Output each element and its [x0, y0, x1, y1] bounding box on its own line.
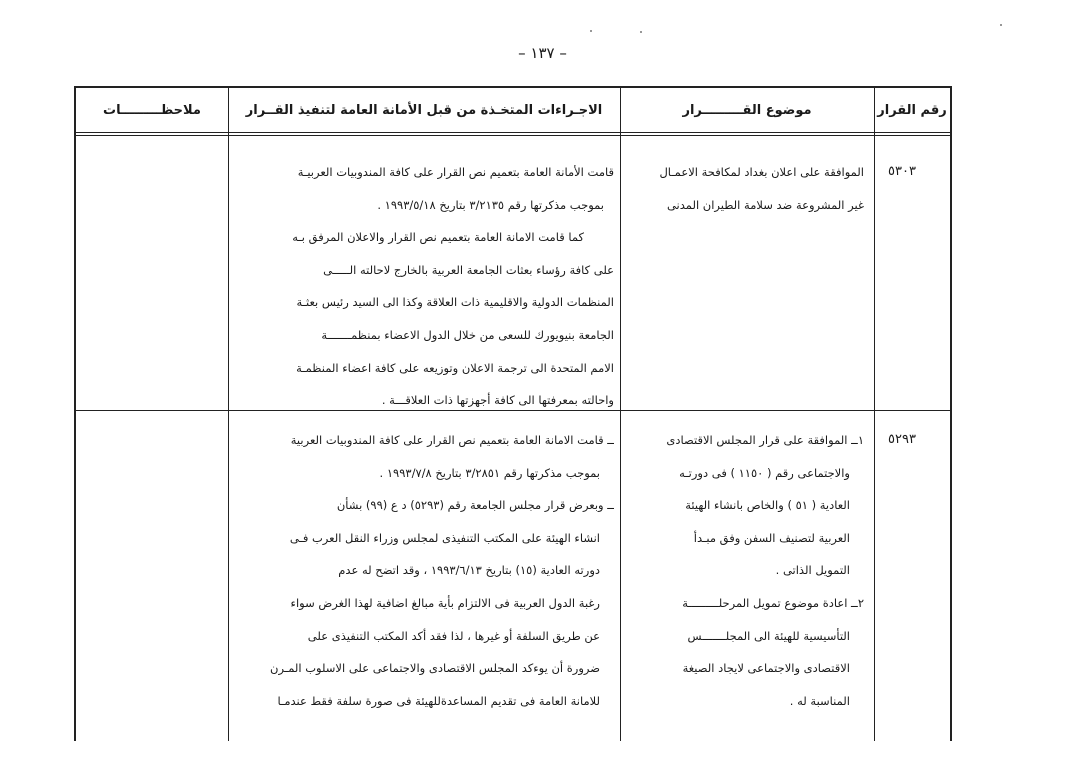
subject-line: الاقتصادى والاجتماعى لايجاد الصيغة — [682, 661, 850, 676]
subject-line: ١ــ الموافقة على قرار المجلس الاقتصادى — [666, 433, 864, 447]
header-bottom-border — [76, 132, 950, 133]
page-number: – ١٣٧ – — [518, 44, 567, 62]
action-line: بموجب مذكرتها رقم ٣/٢١٣٥ بتاريخ ١٩٩٣/٥/١٨ . — [377, 197, 604, 212]
action-line: الجامعة بنيويورك للسعى من خلال الدول الاعضاء بمنظمـــــــة — [321, 327, 614, 342]
action-line: على كافة رؤساء بعثات الجامعة العربية بالخارج لاحالته الـــــى — [323, 262, 614, 277]
table-row-subject — [624, 156, 864, 221]
subject-line: العربية لتصنيف السفن وفق مبـدأ — [693, 530, 850, 545]
subject-line: العادية ( ٥١ ) والخاص بانشاء الهيئة — [685, 498, 850, 513]
row-divider — [76, 410, 950, 411]
scan-speck — [590, 30, 592, 32]
table-header — [76, 88, 950, 134]
subject-line: التأسيسية للهيئة الى المجلـــــــس — [687, 628, 850, 643]
action-line: ــ قامت الامانة العامة بتعميم نص القرار على كافة المندوبيات العربية — [290, 433, 614, 447]
header-actions: الاجـراءات المتخـذة من قبل الأمانة العامة لتنفيذ القــرار — [245, 103, 603, 118]
action-line: دورته العادية (١٥) بتاريخ ١٩٩٣/٦/١٣ ، وقد اتضح له عدم — [338, 563, 600, 578]
action-line: انشاء الهيئة على المكتب التنفيذى لمجلس وزراء النقل العرب فـى — [289, 530, 600, 545]
header-notes: ملاحظـــــــــات — [103, 103, 201, 118]
action-line: رغبة الدول العربية فى الالتزام بأية مبالغ اضافية لهذا الغرض سواء — [290, 595, 600, 610]
scan-speck — [640, 31, 642, 33]
header-subject: موضوع القـــــــــرار — [682, 103, 812, 118]
action-line: للامانة العامة فى تقديم المساعدةللهيئة فى صورة سلفة فقط عندمـا — [277, 693, 600, 708]
table-row-actions — [234, 424, 614, 717]
action-line: قامت الأمانة العامة بتعميم نص القرار على كافة المندوبيات العربيـة — [297, 165, 614, 179]
action-line: عن طريق السلفة أو غيرها ، لذا فقد أكد المكتب التنفيذى على — [307, 628, 600, 643]
subject-line: والاجتماعى رقم ( ١١٥٠ ) فى دورتـه — [679, 465, 850, 480]
table-row-number: ٥٣٠٣ — [888, 164, 916, 179]
column-divider — [228, 88, 229, 741]
action-line: الامم المتحدة الى ترجمة الاعلان وتوزيعه على كافة اعضاء المنظمـة — [296, 360, 614, 375]
column-divider — [620, 88, 621, 741]
decisions-table — [74, 86, 952, 741]
subject-line: المناسبة له . — [789, 693, 850, 708]
subject-line: التمويل الذاتى . — [775, 563, 850, 578]
action-line: ــ وبعرض قرار مجلس الجامعة رقم (٥٢٩٣) د ع (٩٩) بشأن — [336, 498, 614, 513]
scan-speck — [1000, 24, 1002, 26]
table-row-subject — [624, 424, 864, 717]
column-divider — [874, 88, 875, 741]
action-line: المنظمات الدولية والاقليمية ذات العلاقة وكذا الى السيد رئيس بعثـة — [296, 295, 614, 310]
header-number: رقم القرار — [877, 103, 947, 118]
action-line: ضرورة أن يوءكد المجلس الاقتصادى والاجتماعى على الاسلوب المـرن — [270, 661, 600, 676]
subject-line: غير المشروعة ضد سلامة الطيران المدنى — [666, 197, 864, 212]
header-bottom-border-double — [76, 135, 950, 136]
action-line: بموجب مذكرتها رقم ٣/٢٨٥١ بتاريخ ١٩٩٣/٧/٨ . — [379, 465, 600, 480]
subject-line: الموافقة على اعلان بغداد لمكافحة الاعمـال — [659, 165, 864, 179]
action-line: كما قامت الامانة العامة بتعميم نص القرار والاعلان المرفق بـه — [292, 230, 584, 245]
table-row-actions — [234, 156, 614, 417]
table-row-number: ٥٢٩٣ — [888, 432, 916, 447]
action-line: واحالته بمعرفتها الى كافة أجهزتها ذات العلاقـــة . — [381, 393, 614, 408]
subject-line: ٢ــ اعادة موضوع تمويل المرحلـــــــــة — [682, 595, 864, 610]
